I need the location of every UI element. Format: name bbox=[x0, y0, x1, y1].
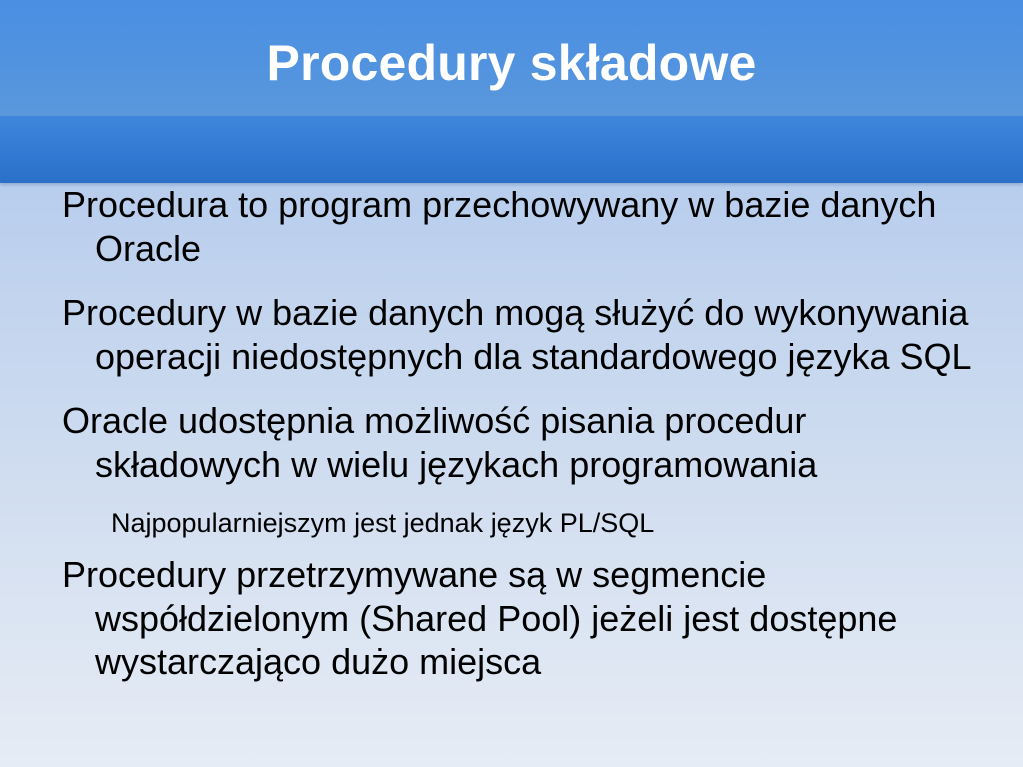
slide-title: Procedury składowe bbox=[266, 35, 757, 91]
bullet-item: Procedura to program przechowywany w bazie danych Oracle bbox=[62, 184, 937, 269]
bullet-item: Oracle udostępnia możliwość pisania procedur składowych w wielu językach programowania bbox=[62, 400, 818, 485]
bullet-item: Procedury w bazie danych mogą służyć do wykonywania operacji niedostępnych dla standardowego języka SQL bbox=[62, 292, 972, 377]
bullet-list bbox=[62, 183, 992, 684]
sub-bullet-item: Najpopularniejszym jest jednak język PL/SQL bbox=[111, 508, 655, 538]
title-accent-band bbox=[0, 116, 1023, 183]
bullet-item: Procedury przetrzymywane są w segmencie współdzielonym (Shared Pool) jeżeli jest dostępne wystarczająco dużo miejsca bbox=[62, 554, 898, 682]
